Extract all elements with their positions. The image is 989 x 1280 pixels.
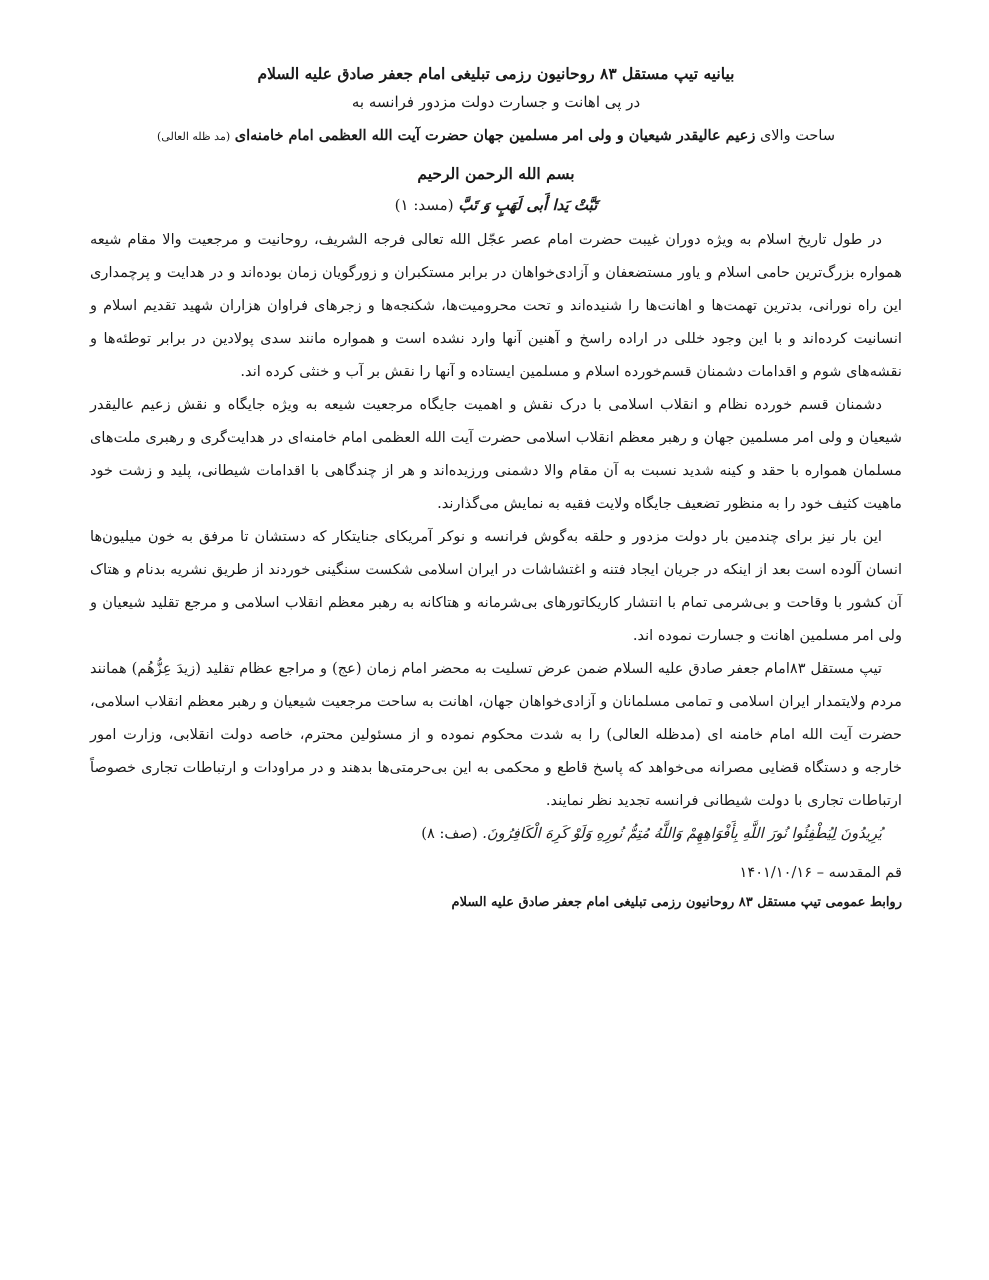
statement-page [90, 60, 902, 916]
addressee-prefix: ساحت والای [759, 128, 835, 144]
paragraph-3: این بار نیز برای چندمین بار دولت مزدور و حلقه به‌گوش فرانسه و نوکر آمریکای جنایتکار که دستشان تا مرفق به خون میلیون‌ها انسان آلوده است بعد از اینکه در جریان ایجاد فتنه و اغتشاشات در ایران اسلامی شکست سنگینی خوردند از طریق نشریه بدنام و هتاک آن کشور با وقاحت و بی‌شرمی تمام با انتشار کاریکاتورهای بی‌شرمانه و هتاکانه به رهبر معظم انقلاب اسلامی و مرجع تقلید شیعیان و ولی امر مسلمین اهانت و جسارت نموده اند. [90, 528, 902, 644]
signature: روابط عمومی تیپ مستقل ۸۳ روحانیون رزمی تبلیغی امام جعفر صادق علیه السلام [451, 895, 902, 910]
statement-title: بیانیه تیپ مستقل ۸۳ روحانیون رزمی تبلیغی امام جعفر صادق علیه السلام [257, 64, 735, 83]
date-line: قم المقدسه – ۱۴۰۱/۱۰/۱۶ [739, 864, 902, 881]
addressee-name: زعیم عالیقدر شیعیان و ولی امر مسلمین جهان حضرت آیت الله العظمی امام خامنه‌ای [234, 127, 756, 144]
addressee-suffix: (مد ظله العالی) [157, 130, 231, 143]
paragraph-4: تیپ مستقل ۸۳امام جعفر صادق علیه السلام ضمن عرض تسلیت به محضر امام زمان (عج) و مراجع عظام تقلید (زیدَ عِزُّهُم) همانند مردم ولایتمدار ایران اسلامی و تمامی مسلمانان و آزادی‌خواهان جهان، اهانت به ساحت مرجعیت شیعیان و رهبر معظم انقلاب اسلامی، حضرت آیت الله امام خامنه ای (مدظله العالی) را به شدت محکوم نموده و از مسئولین محترم، خاصه دولت انقلابی، وزارت امور خارجه و دستگاه قضایی مصرانه می‌خواهد که پاسخ قاطع و محکمی به این بی‌حرمتی‌ها بدهند و در مراودات و ارتباطات تجاری خصوصاً ارتباطات تجاری با دولت شیطانی فرانسه تجدید نظر نمایند. [90, 660, 902, 809]
addressee-line [90, 116, 902, 157]
closing-verse-reference: (صف: ۸) [421, 825, 478, 842]
paragraph-2: دشمنان قسم خورده نظام و انقلاب اسلامی با درک نقش و اهمیت جایگاه مرجعیت شیعه به ویژه جایگاه و نقش زعیم عالیقدر شیعیان و ولی امر مسلمین جهان و رهبر معظم انقلاب اسلامی حضرت آیت الله العظمی امام خامنه‌ای در هدایت‌گری و رهبری ملت‌های مسلمان همواره با حقد و کینه شدید نسبت به آن مقام والا دشمنی ورزیده‌اند و هر از چندگاهی با اقدامات شیطانی، پلید و زشت خود ماهیت کثیف خود را به منظور تضعیف جایگاه ولایت فقیه به نمایش می‌گذارند. [90, 396, 902, 512]
opening-verse-reference: (مسد: ۱) [394, 196, 454, 214]
closing-verse: یُرِیدُونَ لِیُطْفِئُوا نُورَ اللَّهِ بِأَفْوَاهِهِمْ وَاللَّهُ مُتِمُّ نُورِهِ وَلَوْ كَرِهَ الْكَافِرُونَ. [482, 825, 882, 842]
basmala: بسم الله الرحمن الرحیم [417, 164, 575, 183]
opening-verse-line [90, 191, 902, 219]
statement-subtitle: در پی اهانت و جسارت دولت مزدور فرانسه به [351, 93, 641, 111]
paragraph-1: در طول تاریخ اسلام به ویژه دوران غیبت حضرت امام عصر عجّل الله تعالی فرجه الشریف، روحانیت و مرجعیت والا مقام شیعه همواره بزرگ‌ترین حامی اسلام و یاور مستضعفان و آزادی‌خواهان در برابر مستکبران و زورگویان زمان بوده‌اند و در هدایت و پرچمداری این راه نورانی، بدترین تهمت‌ها و اهانت‌ها را شنیده‌اند و تحت محرومیت‌ها، شکنجه‌ها و زجرهای فراوان هزاران شهید تقدیم اسلام و انسانیت کرده‌اند و با این وجود خللی در اراده راسخ و آهنین آنها وارد نشده است و همواره مانند سدی پولادین در برابر توطئه‌ها و نقشه‌های شوم و اقدامات دشمنان قسم‌خورده اسلام و مسلمین ایستاده و آنها را نقش بر آب و خنثی کرده اند. [90, 231, 902, 380]
closing-verse-line [90, 817, 902, 850]
opening-verse: تَبَّتْ یَدا أَبی لَهَبٍ وَ تَبَّ [458, 196, 598, 214]
